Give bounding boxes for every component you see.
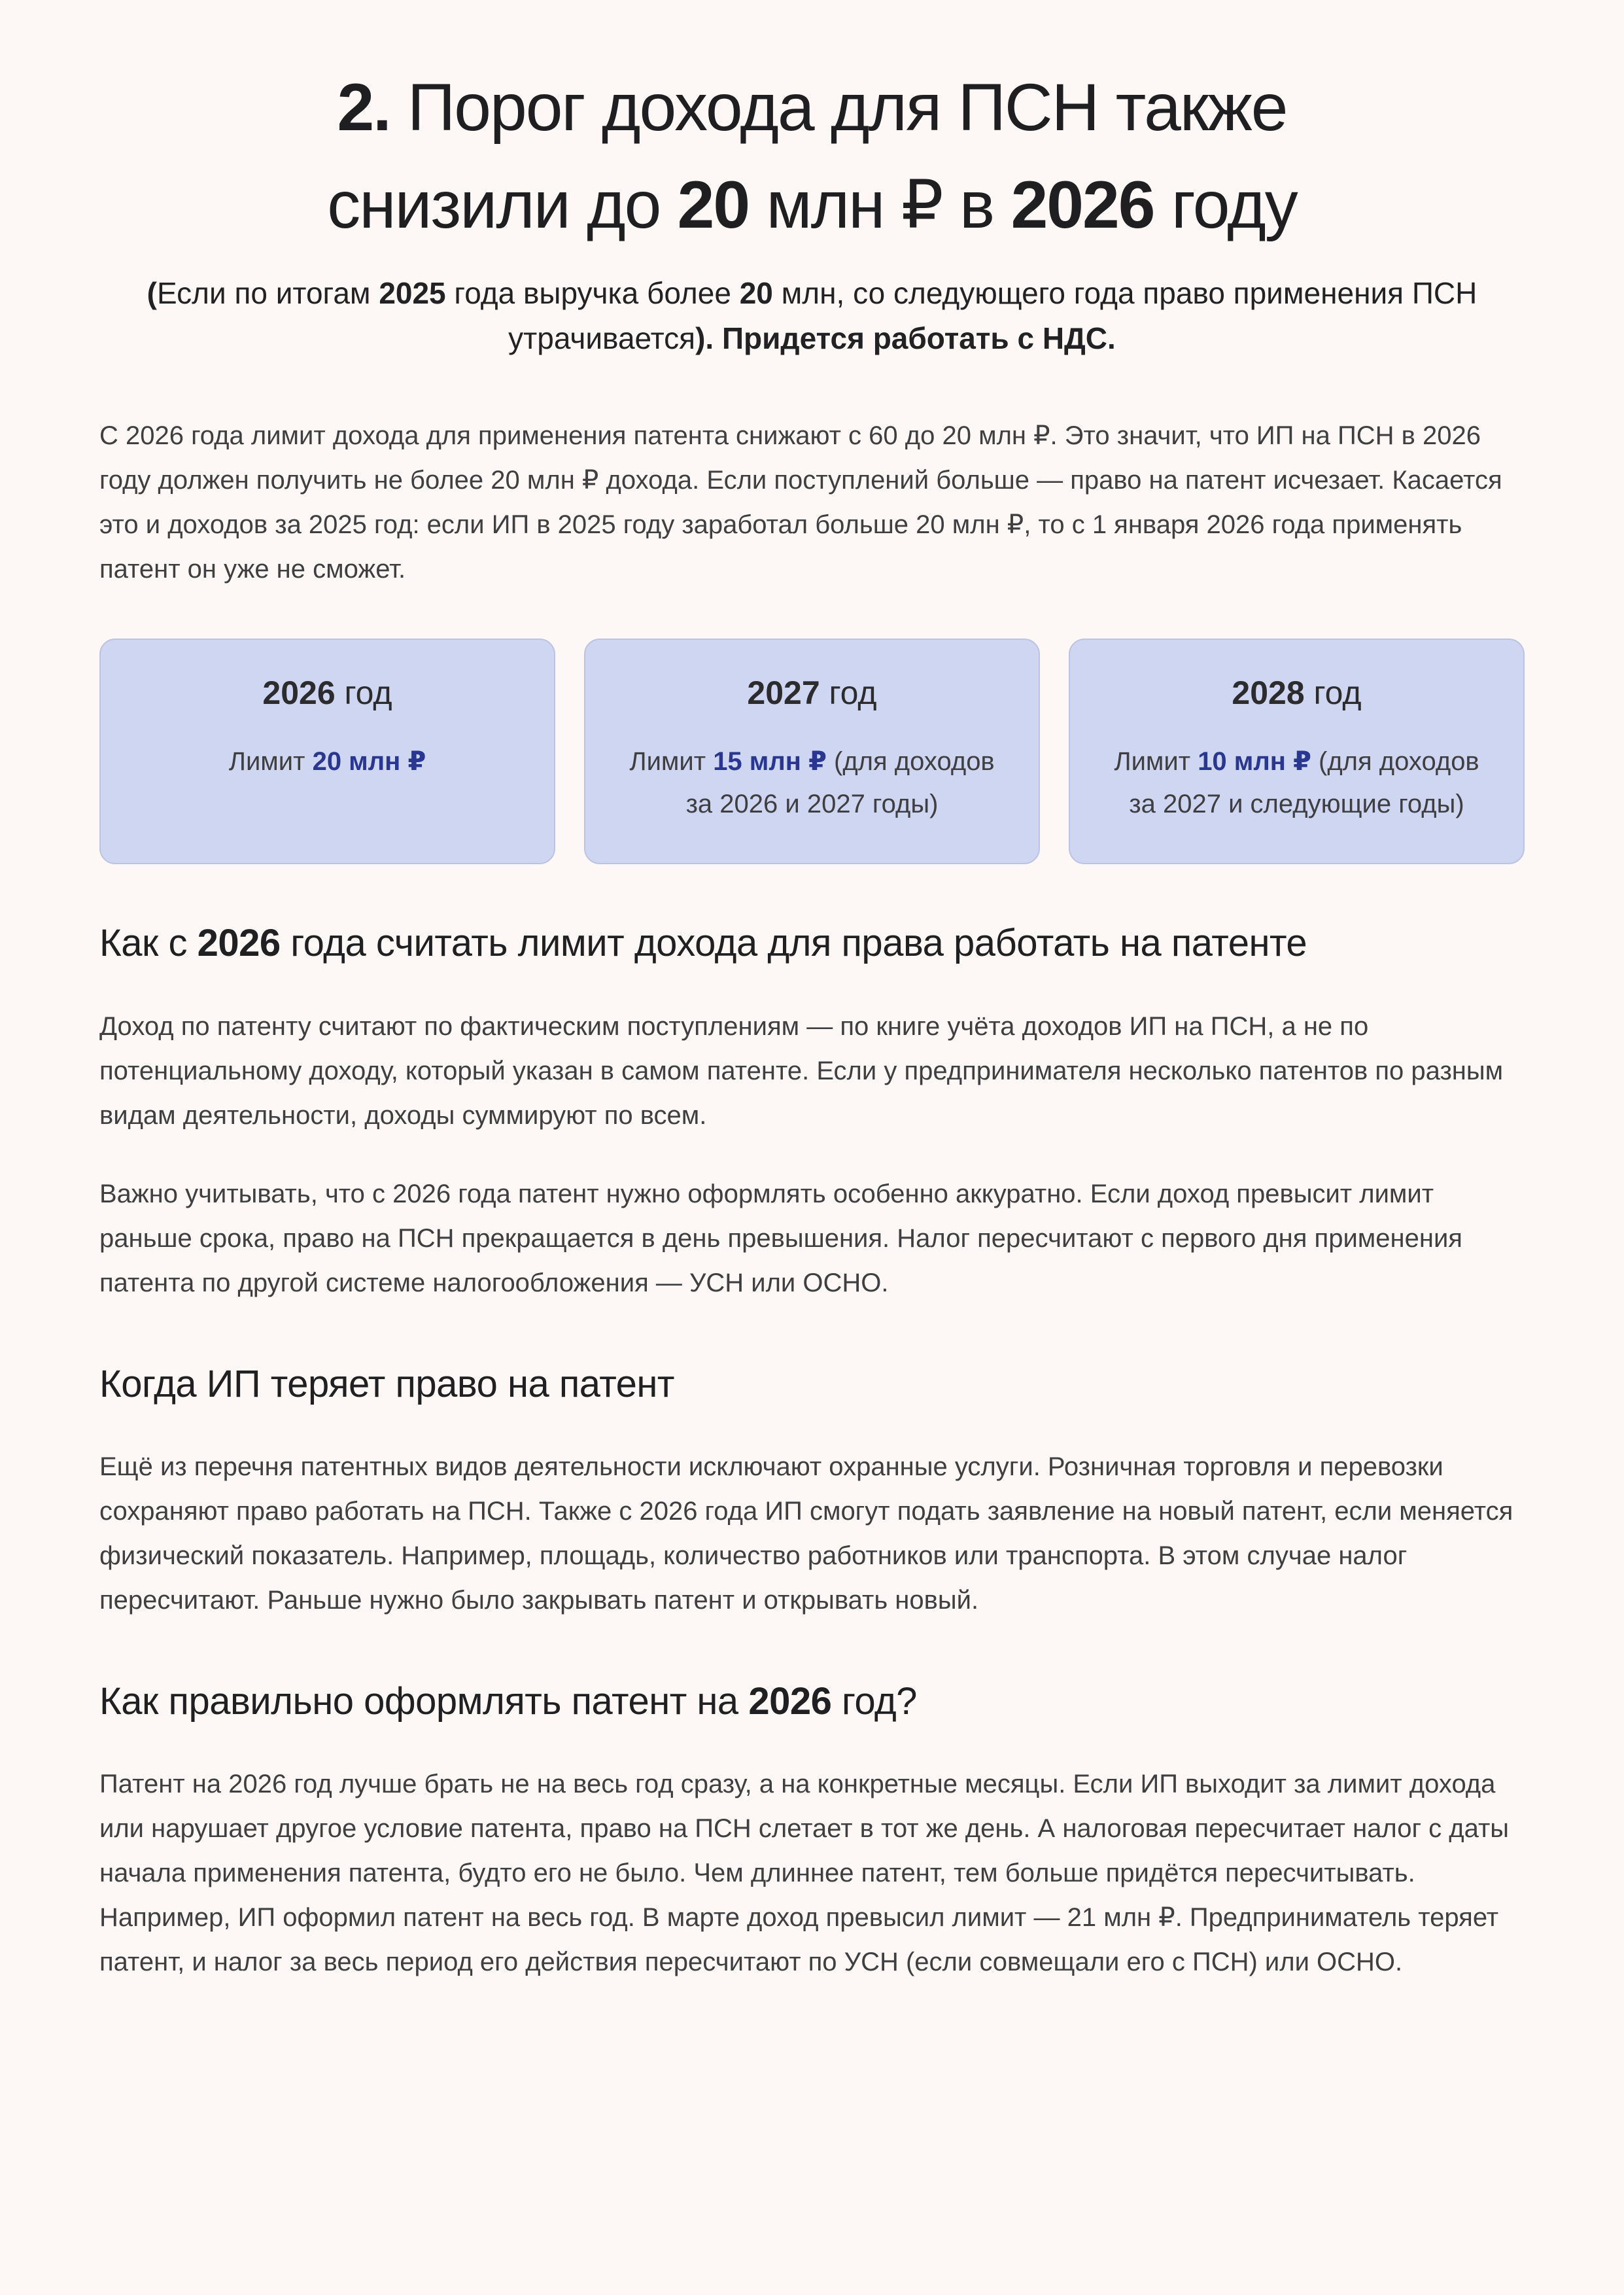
- section-heading-how-to-apply: Как правильно оформлять патент на 2026 год?: [99, 1679, 917, 1723]
- card-limit-text: Лимит 10 млн ₽ (для доходов за 2027 и следующие годы): [1114, 746, 1479, 818]
- page-title-line-1: 2. Порог дохода для ПСН также: [337, 70, 1287, 145]
- card-year-title: 2026 год: [262, 674, 392, 711]
- page-title: [99, 59, 1525, 254]
- section-paragraph: Доход по патенту считают по фактическим поступлениям — по книге учёта доходов ИП на ПСН, а не по потенциальному доходу, который указан в самом патенте. Если у предпринимателя несколько патентов по разным видам деятельности, доходы суммируют по всем.: [99, 1011, 1504, 1130]
- limit-card-2026: [99, 639, 555, 865]
- section-heading-lose-right: Когда ИП теряет право на патент: [99, 1362, 674, 1405]
- limit-card-2027: [584, 639, 1040, 865]
- section-paragraph: Важно учитывать, что с 2026 года патент нужно оформлять особенно аккуратно. Если доход превысит лимит раньше срока, право на ПСН прекращается в день превышения. Налог пересчитают с первого дня применения патента по другой системе налогообложения — УСН или ОСНО.: [99, 1179, 1462, 1297]
- card-year-title: 2027 год: [747, 674, 877, 711]
- section-heading-count-limit: Как с 2026 года считать лимит дохода для права работать на патенте: [99, 922, 1307, 965]
- card-year-title: 2028 год: [1232, 674, 1362, 711]
- section-paragraph: Ещё из перечня патентных видов деятельности исключают охранные услуги. Розничная торговля и перевозки сохраняют право работать на ПСН. Также с 2026 года ИП смогут подать заявление на новый патент, если меняется физический показатель. Например, площадь, количество работников или транспорта. В этом случае налог пересчитают. Раньше нужно было закрывать патент и открывать новый.: [99, 1452, 1513, 1615]
- page-title-line-2: снизили до 20 млн ₽ в 2026 году: [327, 167, 1297, 242]
- section-paragraph: Патент на 2026 год лучше брать не на весь год сразу, а на конкретные месяцы. Если ИП выходит за лимит дохода или нарушает другое условие патента, право на ПСН слетает в тот же день. А налоговая пересчитает налог с даты начала применения патента, будто его не было. Чем длиннее патент, тем больше придётся пересчитывать. Например, ИП оформил патент на весь год. В марте доход превысил лимит — 21 млн ₽. Предприниматель теряет патент, и налог за весь период его действия пересчитают по УСН (если совмещали его с ПСН) или ОСНО.: [99, 1770, 1510, 1977]
- limit-card-2028: [1069, 639, 1525, 865]
- limit-cards-row: [99, 639, 1525, 865]
- page-subtitle: (Если по итогам 2025 года выручка более 20 млн, со следующего года право применения ПСН утрачивается). Придется работать с НДС.: [147, 275, 1477, 355]
- card-limit-text: Лимит 15 млн ₽ (для доходов за 2026 и 2027 годы): [629, 746, 995, 818]
- card-limit-text: Лимит 20 млн ₽: [228, 746, 426, 776]
- intro-paragraph: С 2026 года лимит дохода для применения патента снижают с 60 до 20 млн ₽. Это значит, что ИП на ПСН в 2026 году должен получить не более 20 млн ₽ дохода. Если поступлений больше — право на патент исчезает. Касается это и доходов за 2025 год: если ИП в 2025 году заработал больше 20 млн ₽, то с 1 января 2026 года применять патент он уже не сможет.: [99, 421, 1502, 584]
